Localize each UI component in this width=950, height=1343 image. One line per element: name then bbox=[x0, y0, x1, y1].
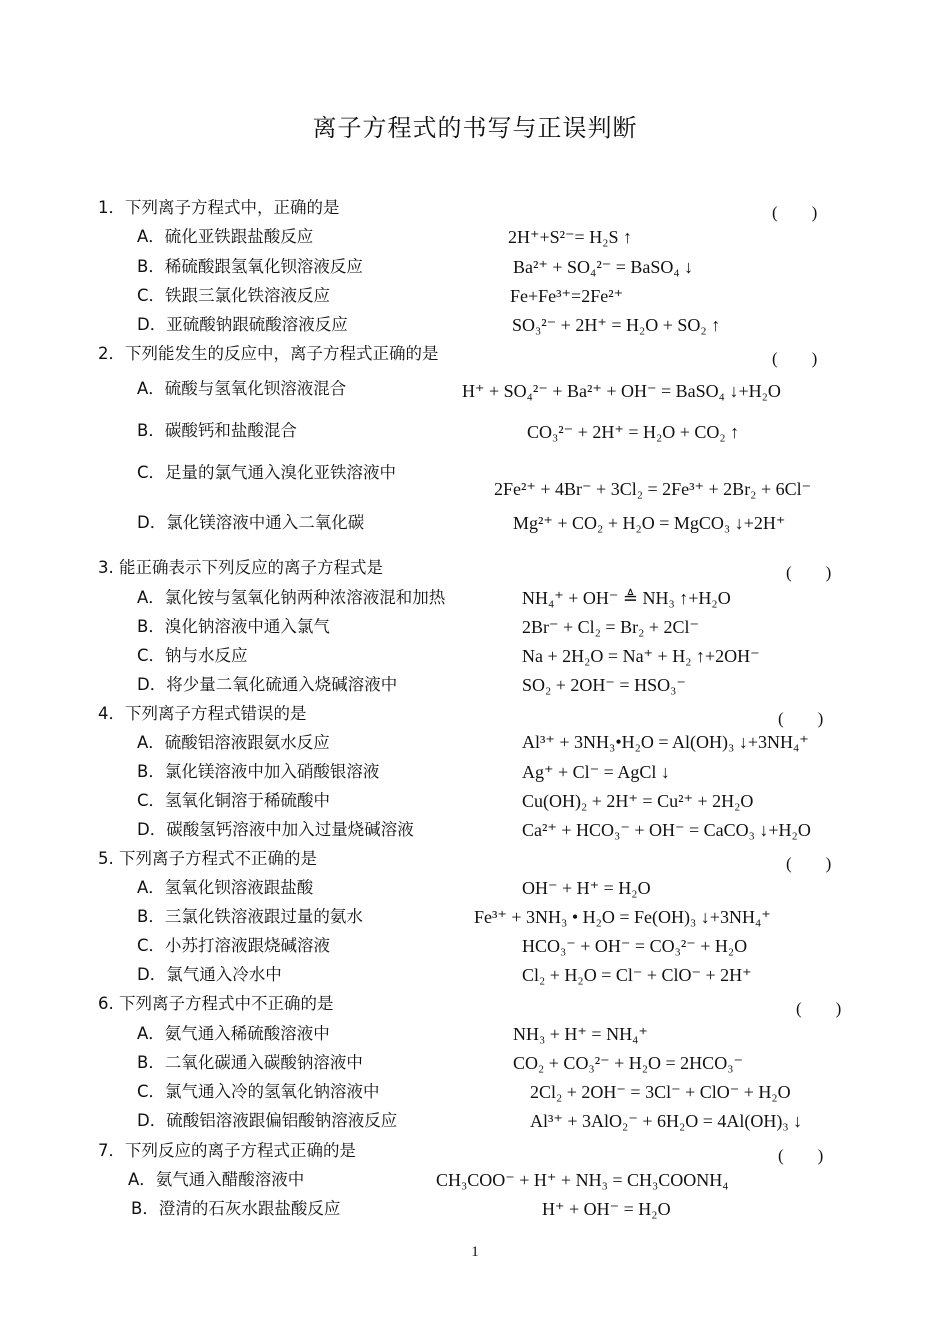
question-2-stem: 2．下列能发生的反应中，离子方程式正确的是 bbox=[98, 344, 439, 363]
question-5-answer-blank: ( ) bbox=[786, 854, 832, 873]
question-2-answer-blank: ( ) bbox=[772, 349, 818, 368]
q5-equation-c: HCO₃⁻ + OH⁻ = CO₃²⁻ + H₂O bbox=[522, 936, 748, 956]
q1-option-a: A．硫化亚铁跟盐酸反应 bbox=[137, 227, 314, 246]
question-6-stem: 6. 下列离子方程式中不正确的是 bbox=[98, 994, 334, 1013]
q4-equation-c: Cu(OH)₂ + 2H⁺ = Cu²⁺ + 2H₂O bbox=[522, 791, 754, 811]
question-7-answer-blank: ( ) bbox=[778, 1146, 824, 1165]
q4-option-c: C．氢氧化铜溶于稀硫酸中 bbox=[137, 791, 331, 810]
q6-equation-a: NH₃ + H⁺ = NH₄⁺ bbox=[513, 1024, 648, 1044]
page-title: 离子方程式的书写与正误判断 bbox=[312, 114, 638, 142]
q3-equation-b: 2Br⁻ + Cl₂ = Br₂ + 2Cl⁻ bbox=[522, 617, 700, 637]
q2-option-b: B．碳酸钙和盐酸混合 bbox=[137, 421, 297, 440]
q3-equation-a: NH₄⁺ + OH⁻ ≜ NH₃ ↑+H₂O bbox=[522, 588, 731, 608]
q7-option-a: A．氨气通入醋酸溶液中 bbox=[128, 1170, 305, 1189]
q6-option-d: D．硫酸铝溶液跟偏铝酸钠溶液反应 bbox=[137, 1111, 398, 1130]
q4-equation-b: Ag⁺ + Cl⁻ = AgCl ↓ bbox=[522, 762, 670, 782]
q3-option-c: C．钠与水反应 bbox=[137, 646, 248, 665]
q2-equation-d: Mg²⁺ + CO₂ + H₂O = MgCO₃ ↓+2H⁺ bbox=[513, 513, 786, 533]
q6-option-b: B．二氧化碳通入碳酸钠溶液中 bbox=[137, 1053, 363, 1072]
q3-option-a: A．氯化铵与氢氧化钠两种浓溶液混和加热 bbox=[137, 588, 446, 607]
q1-option-c: C．铁跟三氯化铁溶液反应 bbox=[137, 286, 331, 305]
q4-equation-a: Al³⁺ + 3NH₃•H₂O = Al(OH)₃ ↓+3NH₄⁺ bbox=[522, 732, 809, 752]
question-3-stem: 3. 能正确表示下列反应的离子方程式是 bbox=[98, 558, 383, 577]
q2-equation-c: 2Fe²⁺ + 4Br⁻ + 3Cl₂ = 2Fe³⁺ + 2Br₂ + 6Cl⁻ bbox=[494, 479, 812, 499]
q6-option-c: C．氯气通入冷的氢氧化钠溶液中 bbox=[137, 1082, 380, 1101]
q1-equation-d: SO₃²⁻ + 2H⁺ = H₂O + SO₂ ↑ bbox=[512, 315, 721, 335]
question-3-answer-blank: ( ) bbox=[786, 563, 832, 582]
q4-option-b: B．氯化镁溶液中加入硝酸银溶液 bbox=[137, 762, 380, 781]
question-4-answer-blank: ( ) bbox=[778, 709, 824, 728]
question-5-stem: 5. 下列离子方程式不正确的是 bbox=[98, 849, 317, 868]
q4-option-d: D．碳酸氢钙溶液中加入过量烧碱溶液 bbox=[137, 820, 414, 839]
q2-equation-a: H⁺ + SO₄²⁻ + Ba²⁺ + OH⁻ = BaSO₄ ↓+H₂O bbox=[462, 381, 781, 401]
q5-equation-b: Fe³⁺ + 3NH₃ • H₂O = Fe(OH)₃ ↓+3NH₄⁺ bbox=[474, 907, 771, 927]
q2-option-a: A．硫酸与氢氧化钡溶液混合 bbox=[137, 379, 347, 398]
q5-option-a: A．氢氧化钡溶液跟盐酸 bbox=[137, 878, 314, 897]
q1-equation-c: Fe+Fe³⁺=2Fe²⁺ bbox=[510, 286, 624, 306]
q3-option-b: B．溴化钠溶液中通入氯气 bbox=[137, 617, 330, 636]
question-4-stem: 4．下列离子方程式错误的是 bbox=[98, 704, 307, 723]
q7-option-b: B．澄清的石灰水跟盐酸反应 bbox=[131, 1199, 341, 1218]
q5-option-d: D．氯气通入冷水中 bbox=[137, 965, 282, 984]
question-1-stem: 1．下列离子方程式中，正确的是 bbox=[98, 198, 340, 217]
page-number: 1 bbox=[471, 1244, 479, 1260]
q7-equation-b: H⁺ + OH⁻ = H₂O bbox=[542, 1199, 671, 1219]
question-1-answer-blank: ( ) bbox=[772, 203, 818, 222]
q6-option-a: A．氨气通入稀硫酸溶液中 bbox=[137, 1024, 330, 1043]
q3-equation-c: Na + 2H₂O = Na⁺ + H₂ ↑+2OH⁻ bbox=[522, 646, 760, 666]
q1-option-b: B．稀硫酸跟氢氧化钡溶液反应 bbox=[137, 257, 363, 276]
q1-equation-b: Ba²⁺ + SO₄²⁻ = BaSO₄ ↓ bbox=[513, 257, 694, 277]
q3-equation-d: SO₂ + 2OH⁻ = HSO₃⁻ bbox=[522, 675, 686, 695]
q2-option-c: C．足量的氯气通入溴化亚铁溶液中 bbox=[137, 463, 397, 482]
q6-equation-c: 2Cl₂ + 2OH⁻ = 3Cl⁻ + ClO⁻ + H₂O bbox=[530, 1082, 791, 1102]
q1-equation-a: 2H⁺+S²⁻= H₂S ↑ bbox=[508, 227, 632, 247]
q5-equation-a: OH⁻ + H⁺ = H₂O bbox=[522, 878, 651, 898]
question-6-answer-blank: ( ) bbox=[796, 999, 842, 1018]
q2-option-d: D．氯化镁溶液中通入二氧化碳 bbox=[137, 513, 365, 532]
q1-option-d: D．亚硫酸钠跟硫酸溶液反应 bbox=[137, 315, 348, 334]
q7-equation-a: CH₃COO⁻ + H⁺ + NH₃ = CH₃COONH₄ bbox=[436, 1170, 729, 1190]
q2-equation-b: CO₃²⁻ + 2H⁺ = H₂O + CO₂ ↑ bbox=[527, 422, 740, 442]
q4-option-a: A．硫酸铝溶液跟氨水反应 bbox=[137, 733, 330, 752]
question-7-stem: 7．下列反应的离子方程式正确的是 bbox=[98, 1141, 356, 1160]
q5-option-c: C．小苏打溶液跟烧碱溶液 bbox=[137, 936, 331, 955]
q4-equation-d: Ca²⁺ + HCO₃⁻ + OH⁻ = CaCO₃ ↓+H₂O bbox=[522, 820, 811, 840]
q6-equation-d: Al³⁺ + 3AlO₂⁻ + 6H₂O = 4Al(OH)₃ ↓ bbox=[530, 1111, 803, 1131]
q3-option-d: D．将少量二氧化硫通入烧碱溶液中 bbox=[137, 675, 398, 694]
q5-option-b: B．三氯化铁溶液跟过量的氨水 bbox=[137, 907, 363, 926]
q6-equation-b: CO₂ + CO₃²⁻ + H₂O = 2HCO₃⁻ bbox=[513, 1053, 743, 1073]
q5-equation-d: Cl₂ + H₂O = Cl⁻ + ClO⁻ + 2H⁺ bbox=[522, 965, 752, 985]
